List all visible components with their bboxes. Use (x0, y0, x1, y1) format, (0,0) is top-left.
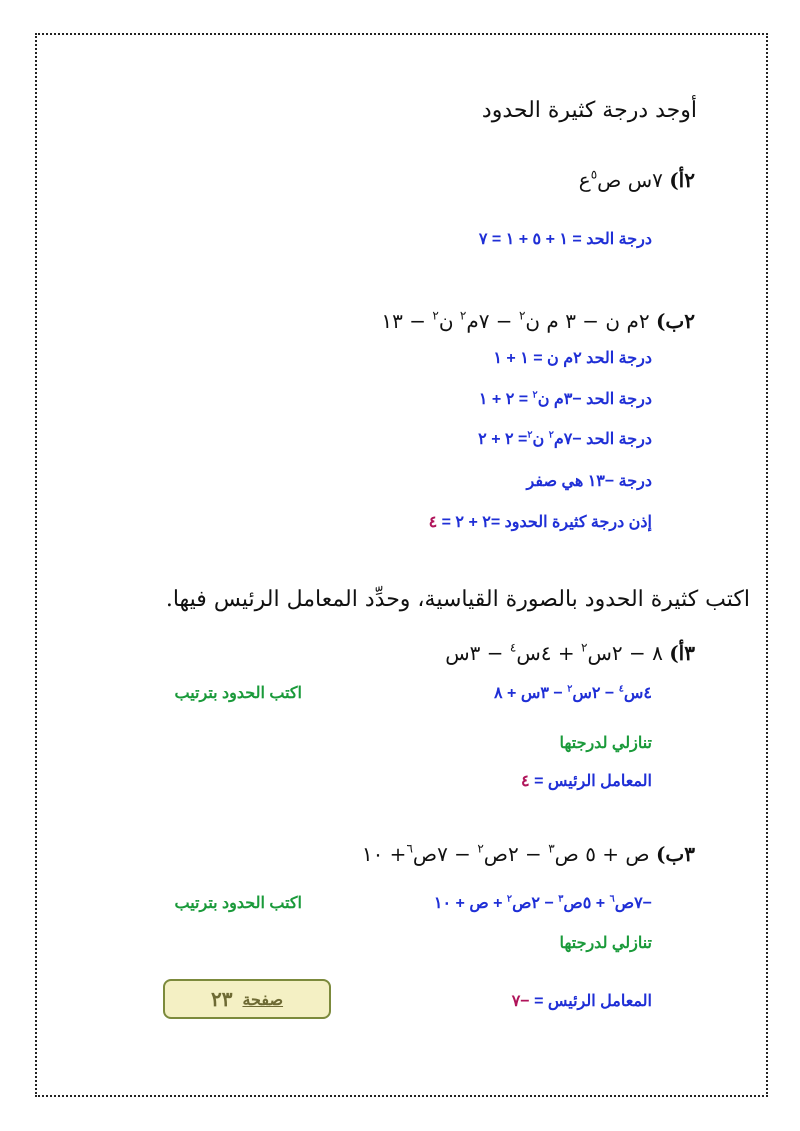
degree-conclusion (429, 512, 652, 532)
heading-find-degree: أوجد درجة كثيرة الحدود (481, 98, 697, 123)
note-descending-3b: تنازلي لدرجتها (559, 935, 652, 952)
ordered-polynomial-3a: ٤س$^٤$ − ٢س$^٢$ − ٣س + ٨ (494, 683, 652, 702)
problem-expression: ص + ٥ ص$^٣$ − ٢ص$^٢$ − ٧ص$^٦$+ ١٠ (361, 841, 650, 866)
problem-label: ٣ب) (655, 842, 695, 866)
page-number-badge (163, 979, 331, 1019)
leading-coefficient-3a (521, 771, 652, 791)
note-descending-3a: تنازلي لدرجتها (559, 735, 652, 752)
problem-2a (579, 168, 695, 192)
heading-standard-form: اكتب كثيرة الحدود بالصورة القياسية، وحدِّد المعامل الرئيس فيها. (165, 587, 750, 612)
problem-3a (445, 641, 695, 665)
page-word: صفحة (242, 989, 284, 1009)
problem-label: ٢ب) (655, 309, 695, 333)
conclusion-text: إذن درجة كثيرة الحدود =٢ + ٢ = (441, 514, 652, 531)
degree-line: درجة الحد = ١ + ٥ + ١ = ٧ (478, 231, 652, 248)
leading-coefficient-3b (512, 991, 652, 1011)
note-order-3b: اكتب الحدود بترتيب (174, 895, 302, 912)
page-number: ٢٣ (210, 987, 233, 1011)
problem-label: ٣أ) (669, 641, 695, 665)
problem-3b (362, 842, 695, 866)
problem-label: ٢أ) (669, 168, 695, 192)
problem-expression: ٢م ن − ٣ م ن$^٢$ − ٧م$^٢$ ن$^٢$ − ١٣ (381, 308, 650, 333)
answer-2a (479, 229, 652, 249)
ordered-polynomial-3b: −٧ص$^٦$ + ٥ص$^٣$ − ٢ص$^٢$ + ص + ١٠ (433, 893, 652, 912)
page-border (35, 33, 768, 1097)
leading-value: ٤ (521, 773, 530, 790)
leading-text: المعامل الرئيس = (534, 993, 652, 1010)
problem-2b (381, 309, 695, 333)
note-order-3a: اكتب الحدود بترتيب (174, 685, 302, 702)
conclusion-value: ٤ (428, 514, 438, 531)
degree-line-4: درجة −١٣ هي صفر (526, 473, 652, 490)
leading-text: المعامل الرئيس = (534, 773, 652, 790)
degree-line-2: درجة الحد −٣م ن$^٢$ = ٢ + ١ (478, 389, 652, 408)
leading-value: −٧ (511, 993, 530, 1010)
degree-line-3: درجة الحد −٧م$^٢$ ن$^٢$= ٢ + ٢ (478, 429, 652, 448)
problem-expression: ٨ − ٢س$^٢$ + ٤س$^٤$ − ٣س (445, 640, 663, 665)
problem-expression: ٧س ص$^٥$ع (578, 167, 663, 192)
degree-line-1: درجة الحد ٢م ن = ١ + ١ (493, 350, 652, 367)
